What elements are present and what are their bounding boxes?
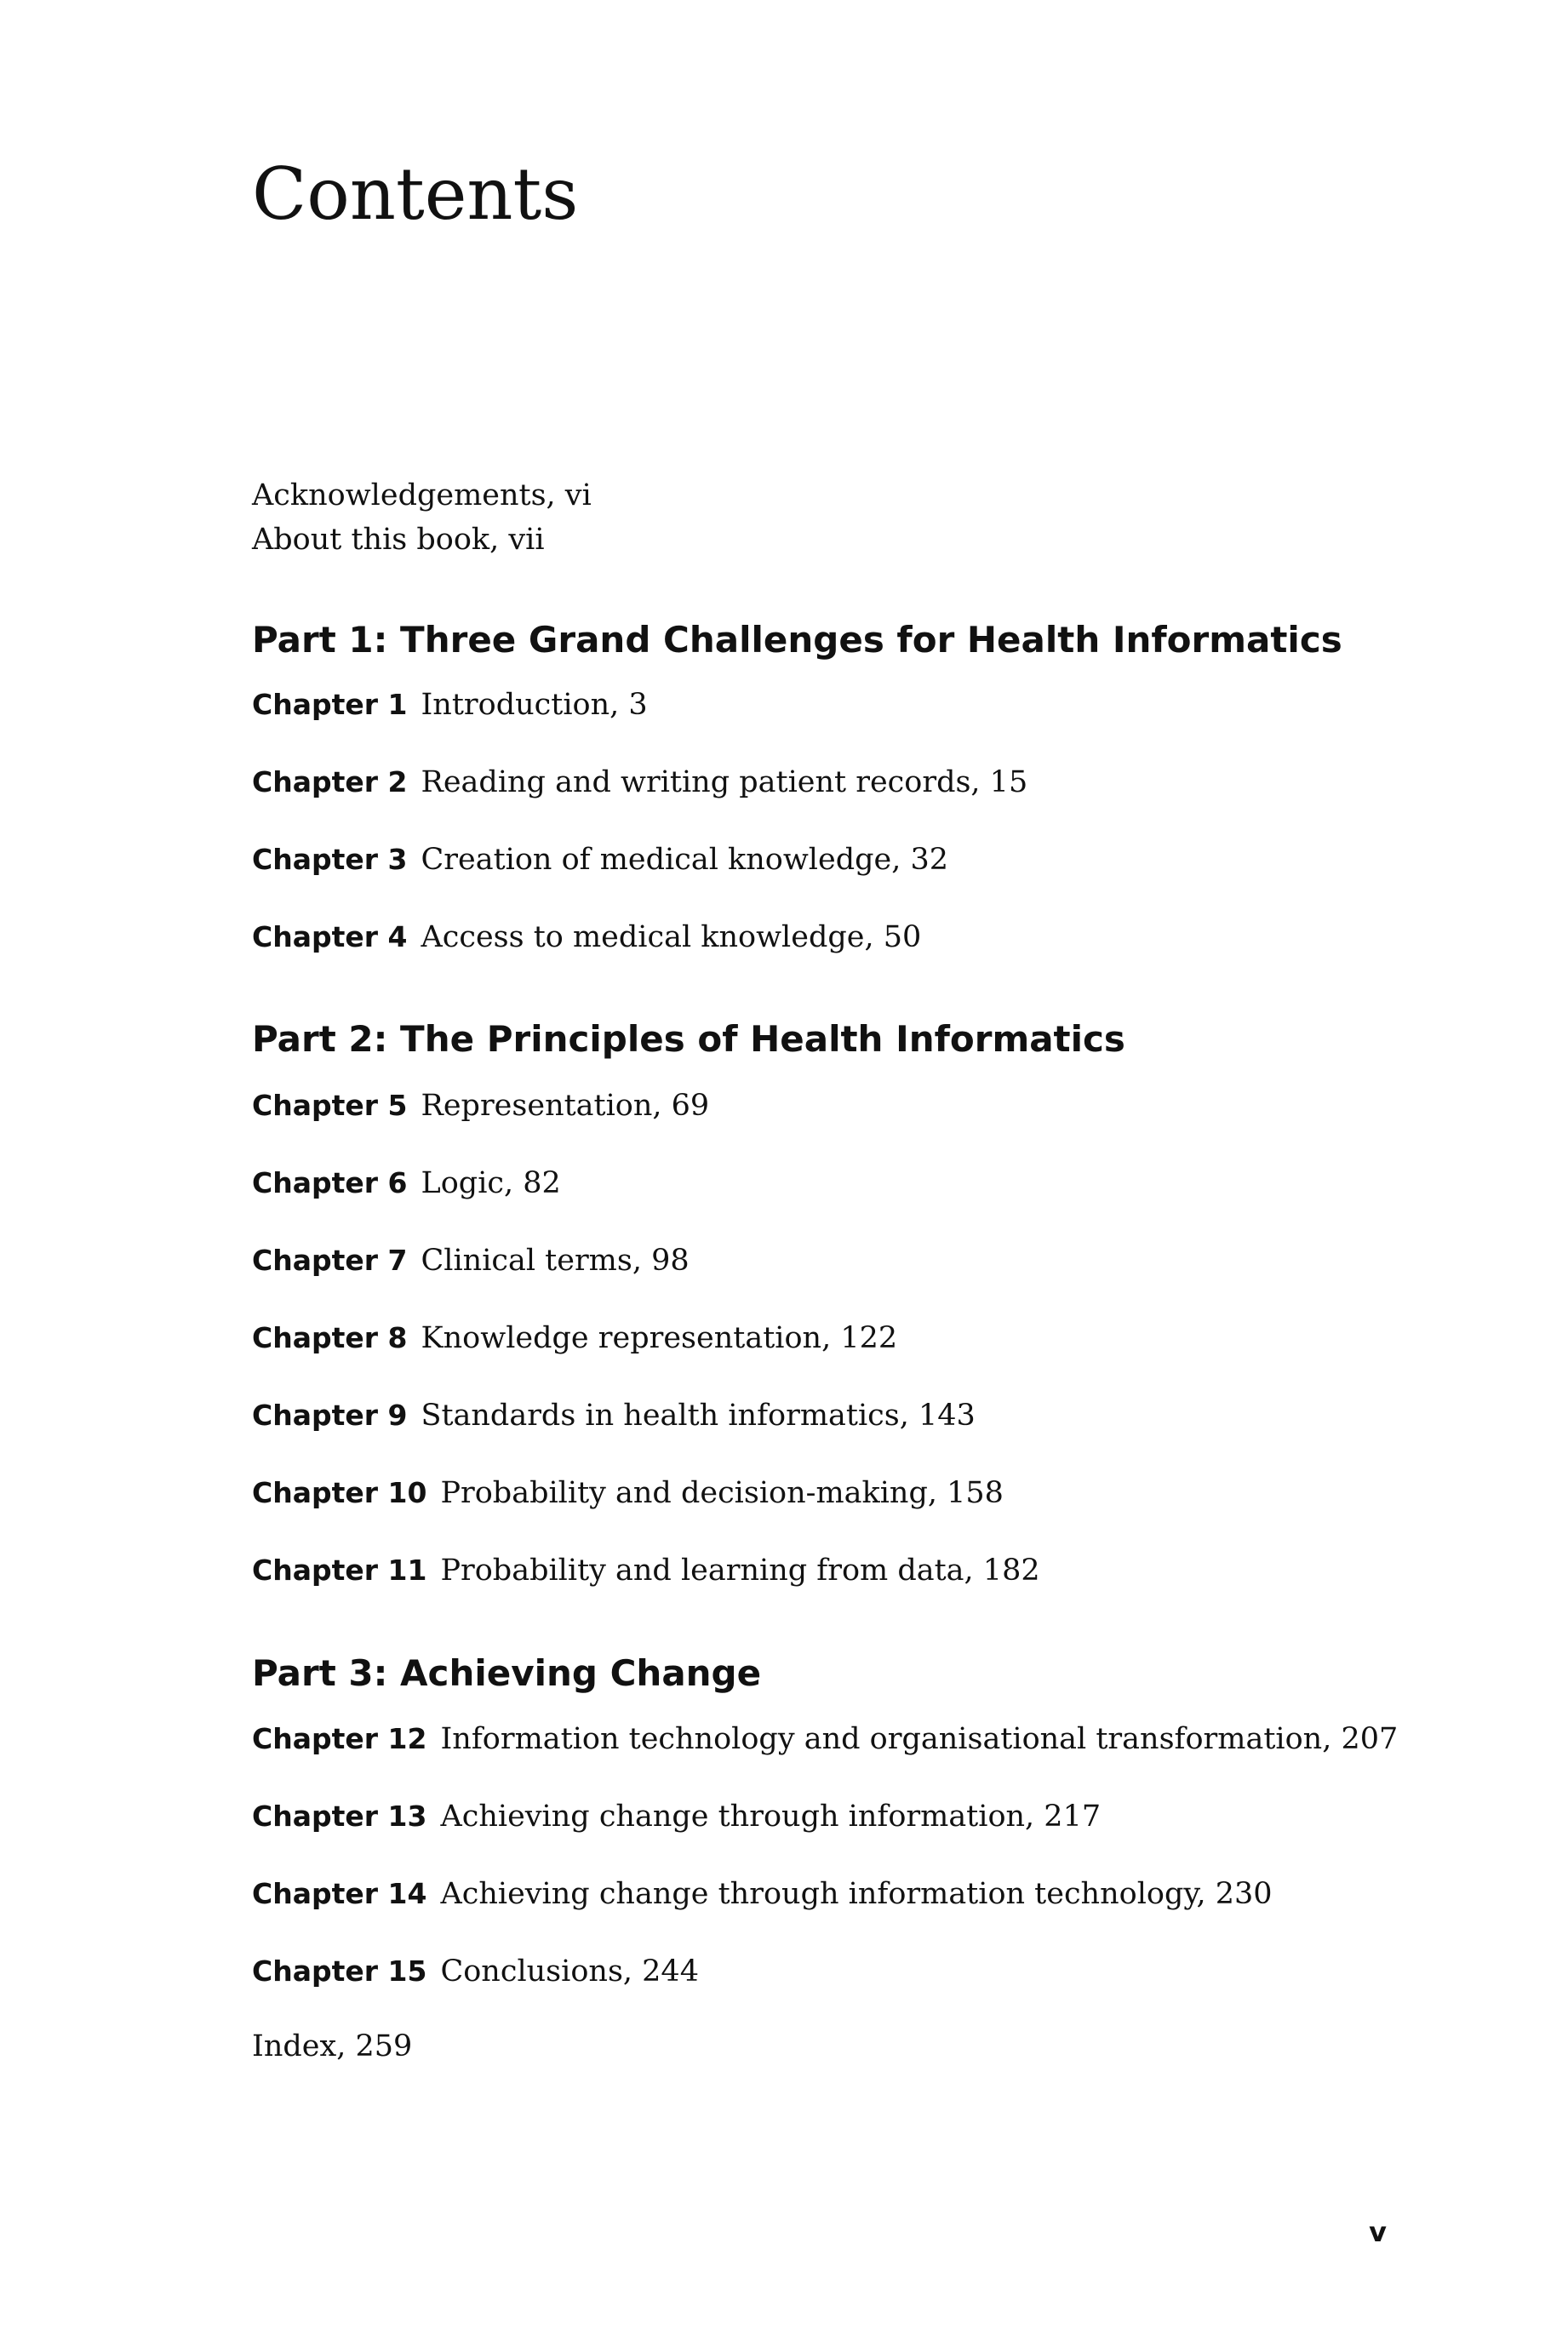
chapter-number: Chapter 3: [252, 843, 408, 876]
toc-entry-chapter-13[interactable]: [252, 1802, 1101, 1832]
chapter-title: Standards in health informatics, 143: [421, 1399, 976, 1433]
chapter-title: Logic, 82: [421, 1166, 561, 1200]
chapter-number: Chapter 12: [252, 1722, 427, 1755]
part-1-heading: Part 1: Three Grand Challenges for Health Informatics: [252, 619, 1342, 661]
chapter-number: Chapter 1: [252, 688, 408, 721]
front-matter: [252, 473, 592, 562]
front-matter-acknowledgements[interactable]: Acknowledgements, vi: [252, 478, 592, 512]
toc-entry-chapter-9[interactable]: [252, 1401, 976, 1431]
chapter-number: Chapter 5: [252, 1089, 408, 1122]
chapter-number: Chapter 15: [252, 1954, 427, 1988]
toc-entry-chapter-11[interactable]: [252, 1556, 1040, 1586]
toc-entry-chapter-10[interactable]: [252, 1476, 1004, 1510]
toc-entry-chapter-14[interactable]: [252, 1877, 1273, 1911]
chapter-number: Chapter 13: [252, 1800, 427, 1833]
chapter-number: Chapter 6: [252, 1166, 408, 1199]
toc-entry-chapter-15[interactable]: [252, 1954, 699, 1989]
chapter-title: Introduction, 3: [421, 688, 648, 722]
front-matter-about[interactable]: About this book, vii: [252, 523, 545, 557]
chapter-number: Chapter 11: [252, 1554, 427, 1587]
chapter-number: Chapter 8: [252, 1321, 408, 1354]
chapter-title: Achieving change through information, 217: [440, 1800, 1102, 1834]
toc-entry-chapter-2[interactable]: [252, 765, 1028, 799]
toc-entry-chapter-4[interactable]: [252, 920, 922, 954]
chapter-title: Representation, 69: [421, 1089, 710, 1123]
chapter-title: Access to medical knowledge, 50: [421, 920, 922, 954]
chapter-number: Chapter 14: [252, 1877, 427, 1910]
chapter-number: Chapter 10: [252, 1476, 427, 1509]
toc-entry-chapter-1[interactable]: [252, 690, 648, 720]
chapter-title: Conclusions, 244: [440, 1954, 699, 1989]
chapter-number: Chapter 7: [252, 1244, 408, 1277]
chapter-title: Probability and learning from data, 182: [440, 1554, 1040, 1588]
chapter-title: Probability and decision-making, 158: [440, 1476, 1004, 1510]
toc-entry-chapter-12[interactable]: [252, 1722, 1399, 1756]
toc-entry-chapter-5[interactable]: [252, 1091, 709, 1121]
chapter-title: Clinical terms, 98: [421, 1244, 690, 1278]
page-number: v: [1369, 2216, 1387, 2248]
chapter-number: Chapter 9: [252, 1399, 408, 1432]
chapter-title: Creation of medical knowledge, 32: [421, 843, 949, 877]
chapter-number: Chapter 4: [252, 920, 408, 953]
chapter-title: Information technology and organisational transformation, 207: [440, 1722, 1399, 1756]
toc-entry-chapter-7[interactable]: [252, 1246, 690, 1276]
chapter-number: Chapter 2: [252, 765, 408, 798]
part-3-heading: Part 3: Achieving Change: [252, 1652, 762, 1694]
chapter-title: Achieving change through information technology, 230: [440, 1877, 1273, 1911]
chapter-title: Knowledge representation, 122: [421, 1321, 898, 1355]
chapter-title: Reading and writing patient records, 15: [421, 765, 1028, 799]
page-title: Contents: [252, 152, 579, 236]
part-2-heading: Part 2: The Principles of Health Informatics: [252, 1018, 1125, 1060]
toc-entry-chapter-6[interactable]: [252, 1166, 561, 1200]
toc-entry-chapter-8[interactable]: [252, 1321, 898, 1355]
index-entry[interactable]: Index, 259: [252, 2029, 413, 2063]
toc-entry-chapter-3[interactable]: [252, 845, 948, 875]
